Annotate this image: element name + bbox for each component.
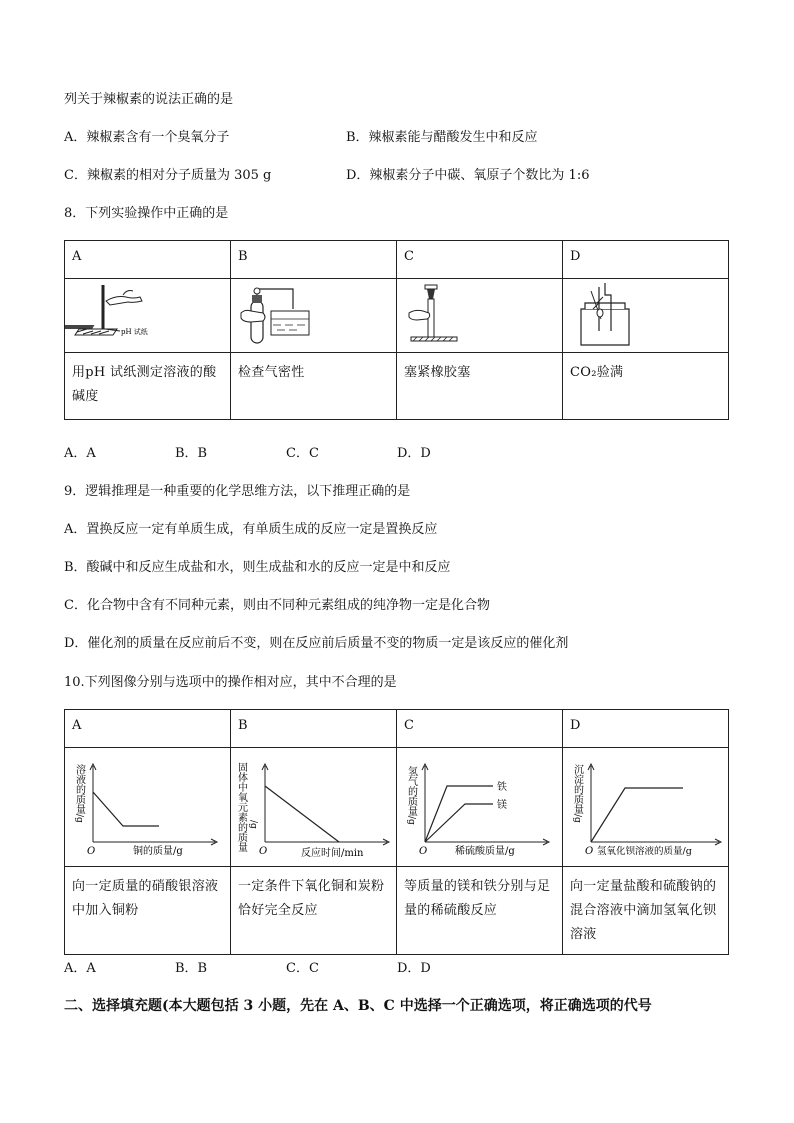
graph-d-curve	[591, 788, 683, 842]
graph-b	[231, 748, 396, 862]
insert-stopper-figure	[397, 279, 562, 348]
q9-stem: 9．逻辑推理是一种重要的化学思维方法，以下推理正确的是	[64, 484, 411, 499]
graph-d-ylabel: 沉淀的质量	[571, 764, 583, 814]
graph-a	[65, 748, 230, 862]
section2-heading: 二、选择填充题(本大题包括 3 小题，先在 A、B、C 中选择一个正确选项，将正确选项的代号	[64, 998, 652, 1014]
q8-header-d: D	[570, 249, 581, 264]
q8-caption-a: 用pH 试纸测定溶液的酸碱度	[65, 353, 231, 420]
graph-c-line-magnesium	[425, 804, 493, 842]
graph-c-line-iron	[425, 786, 493, 842]
graph-c-label-iron: 铁	[497, 782, 507, 793]
ph-paper-test-figure	[65, 279, 230, 348]
q10-answer-a: A．A	[64, 961, 96, 976]
graph-d-xlabel: 氢氧化钡溶液的质量/g	[597, 846, 692, 857]
co2-full-test-figure	[563, 279, 728, 348]
q10-header-b: B	[238, 718, 248, 733]
graph-b-ylabel: 固体中氧元素的质量	[235, 762, 247, 852]
q10-caption-b: 一定条件下氧化铜和炭粉恰好完全反应	[231, 867, 397, 955]
q9-option-c: C．化合物中含有不同种元素，则由不同种元素组成的纯净物一定是化合物	[64, 598, 490, 613]
graph-c-unit: /g	[406, 816, 416, 825]
q7-stem-tail: 列关于辣椒素的说法正确的是	[64, 92, 234, 107]
graph-c-ylabel: 氢气的质量	[405, 766, 417, 816]
q8-caption-d: CO₂验满	[563, 353, 729, 420]
q10-answer-b: B．B	[175, 961, 208, 976]
graph-b-xlabel: 反应时间/min	[301, 848, 364, 859]
q8-header-b: B	[238, 249, 248, 264]
q9-option-d: D．催化剂的质量在反应前后不变，则在反应前后质量不变的物质一定是该反应的催化剂	[64, 636, 569, 651]
graph-d-unit: /g	[572, 814, 582, 823]
q10-answer-options	[64, 961, 508, 977]
q7-option-b: B．辣椒素能与醋酸发生中和反应	[346, 130, 538, 145]
graph-a-ylabel: 溶液的质量	[73, 764, 85, 814]
q8-table	[64, 240, 729, 420]
q8-answer-a: A．A	[64, 446, 96, 461]
q10-caption-a: 向一定质量的硝酸银溶液中加入铜粉	[65, 867, 231, 955]
graph-c-label-magnesium: 镁	[497, 800, 507, 811]
graph-a-origin: O	[87, 846, 96, 857]
q10-caption-c: 等质量的镁和铁分别与足量的稀硫酸反应	[397, 867, 563, 955]
q8-header-a: A	[72, 249, 82, 264]
q8-caption-c: 塞紧橡胶塞	[397, 353, 563, 420]
q10-stem: 10.下列图像分别与选项中的操作相对应，其中不合理的是	[64, 675, 397, 690]
q10-answer-c: C．C	[286, 961, 319, 976]
graph-a-xlabel: 铜的质量/g	[133, 846, 183, 857]
q7-option-d: D．辣椒素分子中碳、氧原子个数比为 1:6	[346, 168, 590, 183]
q7-option-a: A．辣椒素含有一个臭氧分子	[64, 130, 230, 145]
q10-header-c: C	[404, 718, 414, 733]
q10-header-a: A	[72, 718, 82, 733]
graph-d-origin: O	[585, 846, 594, 857]
q8-header-c: C	[404, 249, 414, 264]
q8-stem: 8．下列实验操作中正确的是	[64, 206, 229, 221]
q8-caption-b: 检查气密性	[231, 353, 397, 420]
airtightness-check-figure	[231, 279, 396, 348]
q10-header-d: D	[570, 718, 581, 733]
graph-a-curve	[93, 792, 159, 826]
graph-c-origin: O	[419, 846, 428, 857]
graph-a-unit: /g	[74, 814, 84, 823]
graph-b-origin: O	[259, 846, 268, 857]
graph-b-unit: /g	[248, 820, 258, 829]
q8-answer-b: B．B	[175, 446, 208, 461]
q7-option-c: C．辣椒素的相对分子质量为 305 g	[64, 168, 272, 183]
graph-c-xlabel: 稀硫酸质量/g	[455, 846, 515, 857]
graph-c	[397, 748, 562, 862]
q10-caption-d: 向一定量盐酸和硫酸钠的混合溶液中滴加氢氧化钡溶液	[563, 867, 729, 955]
q8-answer-options	[64, 446, 508, 462]
q8-answer-c: C．C	[286, 446, 319, 461]
graph-b-curve	[265, 786, 339, 842]
graph-d	[563, 748, 728, 862]
q8-answer-d: D．D	[397, 446, 431, 461]
q9-option-b: B．酸碱中和反应生成盐和水，则生成盐和水的反应一定是中和反应	[64, 560, 451, 575]
q10-table	[64, 709, 729, 955]
ph-paper-label: pH 试纸	[121, 328, 148, 336]
q9-option-a: A．置换反应一定有单质生成，有单质生成的反应一定是置换反应	[64, 522, 438, 537]
q10-answer-d: D．D	[397, 961, 431, 976]
